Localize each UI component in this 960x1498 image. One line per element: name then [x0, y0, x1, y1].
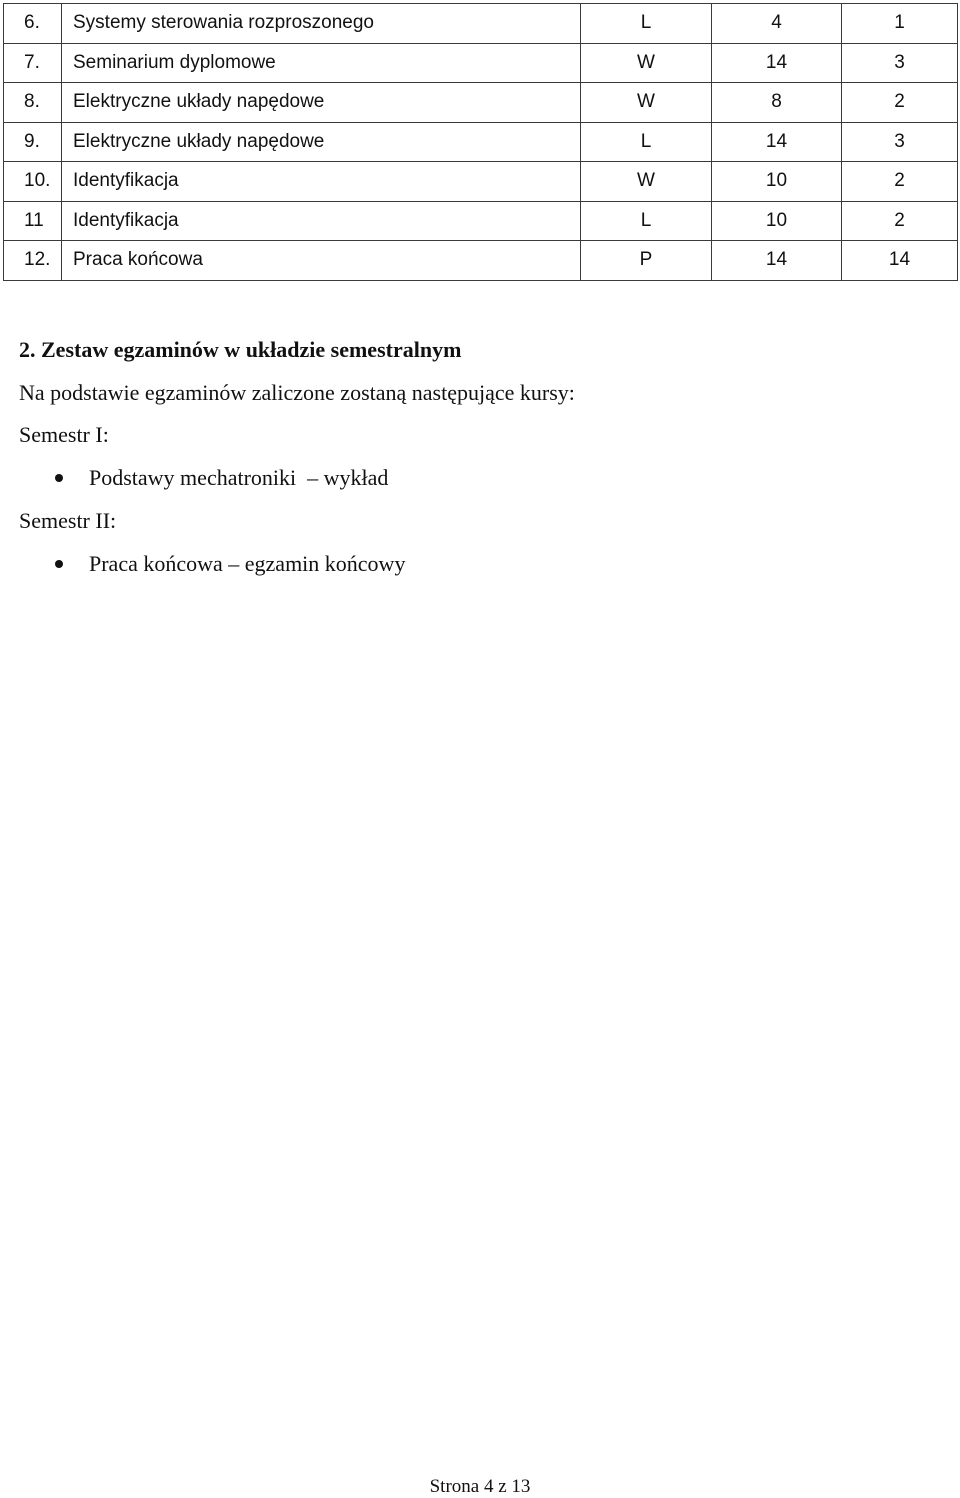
row-number: 12. [4, 241, 62, 281]
course-form: W [581, 162, 712, 202]
course-hours: 10 [712, 162, 842, 202]
course-hours: 14 [712, 241, 842, 281]
course-name: Seminarium dyplomowe [62, 43, 581, 83]
table-row [4, 43, 958, 83]
course-ects: 2 [842, 83, 958, 123]
course-hours: 4 [712, 4, 842, 44]
row-number: 9. [4, 122, 62, 162]
list-item-text: Praca końcowa – egzamin końcowy [89, 551, 406, 576]
semester-2-label: Semestr II: [19, 508, 117, 533]
course-form: W [581, 43, 712, 83]
row-number: 10. [4, 162, 62, 202]
course-name: Elektryczne układy napędowe [62, 83, 581, 123]
course-name: Elektryczne układy napędowe [62, 122, 581, 162]
course-ects: 3 [842, 122, 958, 162]
row-number: 8. [4, 83, 62, 123]
course-name: Systemy sterowania rozproszonego [62, 4, 581, 44]
course-form: L [581, 4, 712, 44]
row-number: 6. [4, 4, 62, 44]
table-row [4, 4, 958, 44]
course-form: W [581, 83, 712, 123]
page-footer: Strona 4 z 13 [429, 1476, 531, 1497]
table-row [4, 162, 958, 202]
course-form: L [581, 201, 712, 241]
section-heading: 2. Zestaw egzaminów w układzie semestralnym [19, 337, 462, 362]
course-table [3, 3, 958, 281]
bullet-icon [55, 474, 63, 482]
course-ects: 3 [842, 43, 958, 83]
semester-1-label: Semestr I: [19, 422, 109, 447]
table-row [4, 83, 958, 123]
course-ects: 2 [842, 201, 958, 241]
course-ects: 2 [842, 162, 958, 202]
course-hours: 14 [712, 122, 842, 162]
intro-paragraph: Na podstawie egzaminów zaliczone zostaną następujące kursy: [19, 380, 575, 405]
course-hours: 8 [712, 83, 842, 123]
course-ects: 1 [842, 4, 958, 44]
course-name: Praca końcowa [62, 241, 581, 281]
course-hours: 14 [712, 43, 842, 83]
list-item [55, 551, 405, 577]
course-ects: 14 [842, 241, 958, 281]
course-name: Identyfikacja [62, 201, 581, 241]
list-item-text: Podstawy mechatroniki – wykład [89, 465, 389, 490]
table-row [4, 201, 958, 241]
course-name: Identyfikacja [62, 162, 581, 202]
row-number: 7. [4, 43, 62, 83]
bullet-icon [55, 560, 63, 568]
course-form: P [581, 241, 712, 281]
list-item [55, 465, 388, 491]
course-form: L [581, 122, 712, 162]
table-row [4, 122, 958, 162]
table-row [4, 241, 958, 281]
row-number: 11 [4, 201, 62, 241]
course-hours: 10 [712, 201, 842, 241]
